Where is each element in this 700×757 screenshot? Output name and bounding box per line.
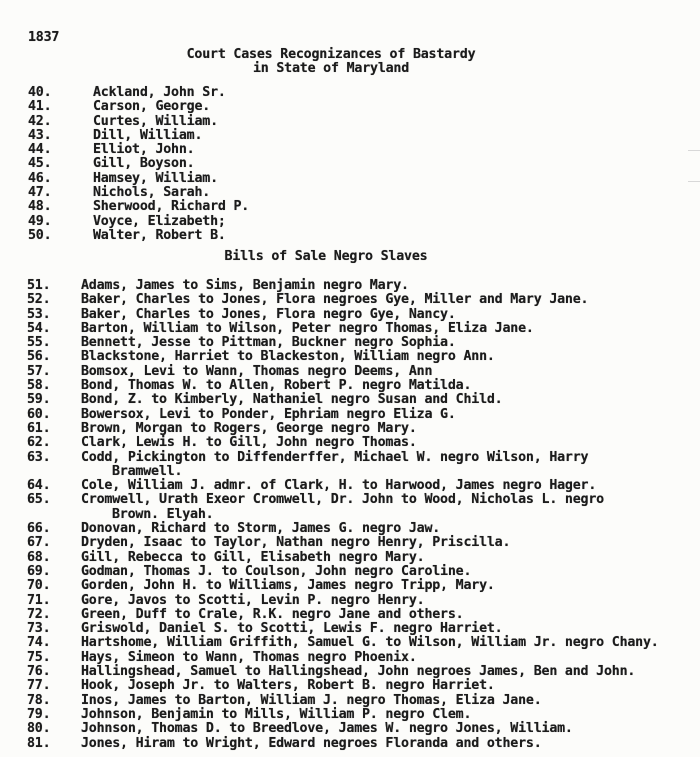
entry-number: 47. [28, 185, 52, 201]
list-item [0, 651, 700, 665]
entry-number: 71. [27, 592, 51, 608]
entry-number: 56. [27, 349, 51, 365]
bills-of-sale-list [0, 279, 700, 751]
list-item [0, 536, 700, 550]
entry-number: 67. [27, 535, 51, 551]
entry-text: Curtes, William. [93, 113, 218, 129]
entry-number: 65. [27, 492, 51, 508]
list-item [0, 365, 700, 379]
entry-number: 78. [27, 692, 51, 708]
entry-text: Griswold, Daniel S. to Scotti, Lewis F. negro Harriet. [81, 621, 503, 637]
list-item [0, 215, 700, 229]
entry-text: Voyce, Elizabeth; [93, 213, 226, 229]
list-item [0, 308, 700, 322]
entry-number: 52. [27, 292, 51, 308]
bills-of-sale-heading: Bills of Sale Negro Slaves [224, 249, 428, 264]
list-item [0, 436, 700, 450]
list-item [0, 737, 700, 751]
document-title-line2: in State of Maryland [252, 61, 410, 76]
list-item [0, 694, 700, 708]
entry-number: 42. [28, 113, 52, 129]
document-title-line1: Court Cases Recognizances of Bastardy [186, 47, 476, 62]
entry-text: Hartshome, William Griffith, Samuel G. to Wilson, William Jr. negro Chany. [81, 635, 659, 651]
list-item [0, 229, 700, 243]
entry-text: Green, Duff to Crale, R.K. negro Jane and others. [81, 606, 464, 622]
entry-text: Hook, Joseph Jr. to Walters, Robert B. negro Harriet. [81, 678, 495, 694]
list-item [0, 722, 700, 736]
entry-number: 66. [27, 521, 51, 537]
list-item [0, 451, 700, 465]
entry-continuation: Bramwell. [112, 463, 183, 479]
list-item [0, 200, 700, 214]
entry-text: Gore, Javos to Scotti, Levin P. negro Henry. [81, 592, 425, 608]
entry-number: 44. [28, 142, 52, 158]
entry-text: Cromwell, Urath Exeor Cromwell, Dr. John to Wood, Nicholas L. negro [81, 492, 604, 508]
entry-text: Dill, William. [93, 127, 203, 143]
entry-text: Dryden, Isaac to Taylor, Nathan negro Henry, Priscilla. [81, 535, 511, 551]
list-item [0, 636, 700, 650]
entry-text: Barton, William to Wilson, Peter negro Thomas, Eliza Jane. [81, 320, 534, 336]
entry-number: 41. [28, 99, 52, 115]
page-year: 1837 [28, 30, 60, 45]
entry-text: Adams, James to Sims, Benjamin negro Mary. [81, 278, 409, 293]
entry-text: Hamsey, William. [93, 170, 218, 186]
entry-text: Carson, George. [93, 99, 211, 115]
entry-text: Johnson, Thomas D. to Breedlove, James W. negro Jones, William. [81, 721, 573, 737]
list-item [0, 579, 700, 593]
entry-number: 57. [27, 363, 51, 379]
entry-number: 76. [27, 664, 51, 680]
entry-number: 54. [27, 320, 51, 336]
entry-text: Codd, Pickington to Diffenderffer, Michael W. negro Wilson, Harry [81, 449, 589, 465]
entry-text: Bowersox, Levi to Ponder, Ephriam negro Eliza G. [81, 406, 456, 422]
entry-text: Sherwood, Richard P. [93, 199, 250, 215]
entry-text: Gill, Boyson. [93, 156, 195, 172]
list-item [0, 350, 700, 364]
list-item [0, 551, 700, 565]
entry-number: 62. [27, 435, 51, 451]
entry-number: 80. [27, 721, 51, 737]
list-item [0, 100, 700, 114]
entry-text: Bomsox, Levi to Wann, Thomas negro Deems, Ann [81, 363, 433, 379]
entry-number: 75. [27, 649, 51, 665]
entry-number: 68. [27, 549, 51, 565]
entry-number: 73. [27, 621, 51, 637]
scan-artifact-mark [688, 181, 700, 182]
entry-text: Bond, Thomas W. to Allen, Robert P. negro Matilda. [81, 378, 472, 394]
entry-text: Bond, Z. to Kimberly, Nathaniel negro Susan and Child. [81, 392, 503, 408]
entry-number: 72. [27, 606, 51, 622]
list-item [0, 86, 700, 100]
entry-number: 74. [27, 635, 51, 651]
entry-text: Brown, Morgan to Rogers, George negro Mary. [81, 420, 417, 436]
entry-number: 40. [28, 85, 52, 100]
entry-number: 50. [28, 227, 52, 243]
entry-number: 55. [27, 335, 51, 351]
entry-number: 59. [27, 392, 51, 408]
list-item [0, 393, 700, 407]
entry-text: Walter, Robert B. [93, 227, 226, 243]
entry-number: 70. [27, 578, 51, 594]
entry-number: 49. [28, 213, 52, 229]
scan-artifact-mark [688, 150, 700, 151]
entry-number: 77. [27, 678, 51, 694]
recognizances-list [0, 86, 700, 243]
entry-number: 58. [27, 378, 51, 394]
list-item [0, 493, 700, 507]
list-item [0, 408, 700, 422]
entry-text: Elliot, John. [93, 142, 195, 158]
entry-number: 60. [27, 406, 51, 422]
list-item [0, 293, 700, 307]
entry-text: Jones, Hiram to Wright, Edward negroes Floranda and others. [81, 735, 542, 751]
list-item [0, 608, 700, 622]
entry-text: Baker, Charles to Jones, Flora negroes Gye, Miller and Mary Jane. [81, 292, 589, 308]
entry-text: Gill, Rebecca to Gill, Elisabeth negro Mary. [81, 549, 425, 565]
entry-text: Donovan, Richard to Storm, James G. negro Jaw. [81, 521, 441, 537]
entry-text: Hays, Simeon to Wann, Thomas negro Phoenix. [81, 649, 417, 665]
entry-text: Ackland, John Sr. [93, 85, 226, 100]
entry-number: 63. [27, 449, 51, 465]
list-item [0, 172, 700, 186]
entry-text: Nichols, Sarah. [93, 185, 211, 201]
entry-number: 48. [28, 199, 52, 215]
entry-number: 64. [27, 478, 51, 494]
list-item [0, 157, 700, 171]
entry-number: 45. [28, 156, 52, 172]
entry-text: Baker, Charles to Jones, Flora negro Gye, Nancy. [81, 306, 456, 322]
entry-text: Godman, Thomas J. to Coulson, John negro Caroline. [81, 563, 472, 579]
entry-text: Gorden, John H. to Williams, James negro Tripp, Mary. [81, 578, 495, 594]
entry-number: 51. [27, 278, 51, 293]
entry-text: Cole, William J. admr. of Clark, H. to Harwood, James negro Hager. [81, 478, 597, 494]
entry-text: Hallingshead, Samuel to Hallingshead, John negroes James, Ben and John. [81, 664, 636, 680]
entry-number: 46. [28, 170, 52, 186]
entry-text: Blackstone, Harriet to Blackeston, William negro Ann. [81, 349, 495, 365]
entry-text: Bennett, Jesse to Pittman, Buckner negro Sophia. [81, 335, 456, 351]
entry-text: Clark, Lewis H. to Gill, John negro Thomas. [81, 435, 417, 451]
entry-continuation: Brown. Elyah. [112, 506, 214, 522]
list-item [0, 594, 700, 608]
entry-number: 61. [27, 420, 51, 436]
entry-number: 43. [28, 127, 52, 143]
entry-number: 79. [27, 706, 51, 722]
list-item [0, 679, 700, 693]
entry-number: 53. [27, 306, 51, 322]
entry-number: 81. [27, 735, 51, 751]
entry-text: Inos, James to Barton, William J. negro Thomas, Eliza Jane. [81, 692, 542, 708]
entry-number: 69. [27, 563, 51, 579]
entry-text: Johnson, Benjamin to Mills, William P. negro Clem. [81, 706, 472, 722]
list-item [0, 115, 700, 129]
